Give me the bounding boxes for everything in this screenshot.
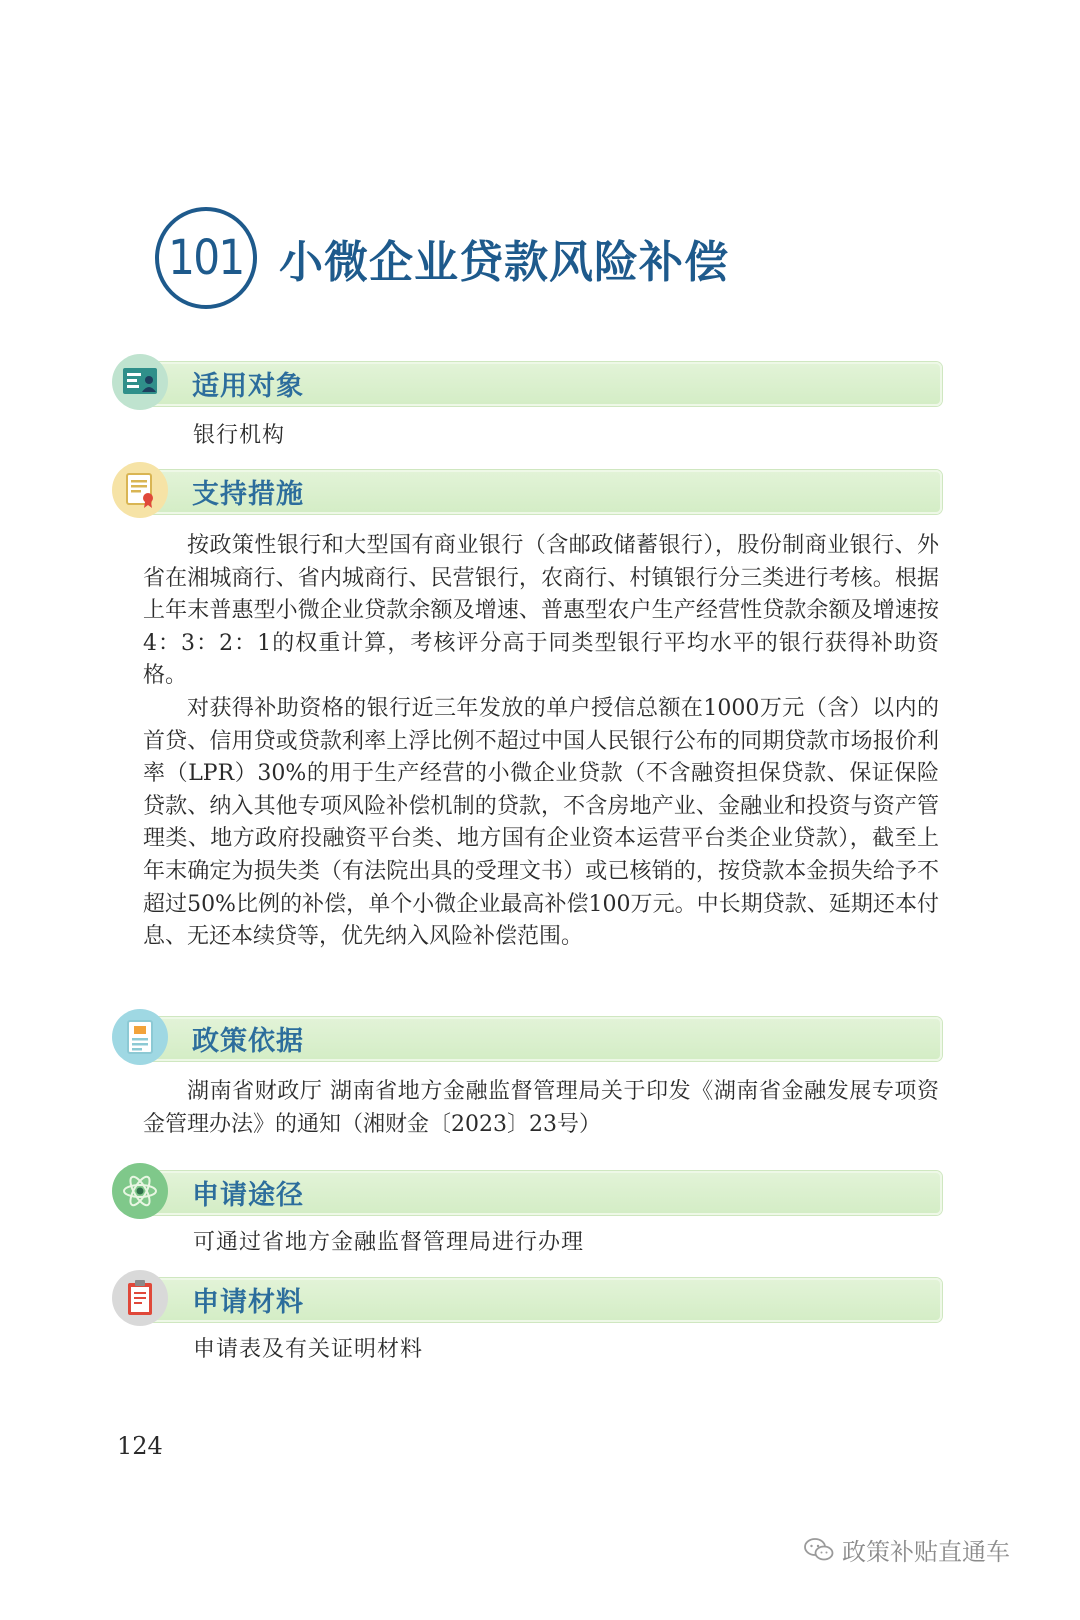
watermark-text: 政策补贴直通车 xyxy=(842,1538,1010,1566)
section-label: 支持措施 xyxy=(192,479,304,510)
section-header-measures xyxy=(112,468,942,514)
section-target xyxy=(112,360,942,406)
section-label: 申请材料 xyxy=(192,1287,304,1318)
certificate-icon xyxy=(112,462,168,518)
watermark xyxy=(804,1532,1010,1567)
document-icon xyxy=(112,1009,168,1065)
section-header-target xyxy=(112,360,942,406)
section-label: 申请途径 xyxy=(192,1180,304,1211)
page-number: 124 xyxy=(117,1432,163,1460)
channel-text: 可通过省地方金融监督管理局进行办理 xyxy=(193,1230,585,1255)
target-text: 银行机构 xyxy=(193,423,286,448)
materials-text: 申请表及有关证明材料 xyxy=(193,1337,424,1362)
atom-icon xyxy=(112,1163,168,1219)
page-header xyxy=(155,205,729,311)
wechat-icon xyxy=(804,1537,834,1563)
measures-paragraph-1: 按政策性银行和大型国有商业银行（含邮政储蓄银行），股份制商业银行、外省在湘城商行、省内城商行、民营银行，农商行、村镇银行分三类进行考核。根据上年末普惠型小微企业贷款余额及增速、普惠型农户生产经营性贷款余额及增速按4：3：2：1的权重计算，考核评分高于同类型银行平均水平的银行获得补助资格。 xyxy=(143,533,939,689)
page-title: 小微企业贷款风险补偿 xyxy=(279,237,729,288)
section-channel xyxy=(112,1169,942,1215)
section-measures xyxy=(112,468,942,514)
item-number-badge xyxy=(155,207,257,309)
basis-text: 湖南省财政厅 湖南省地方金融监督管理局关于印发《湖南省金融发展专项资金管理办法》的通知（湘财金〔2023〕23号） xyxy=(143,1079,939,1137)
section-header-channel xyxy=(112,1169,942,1215)
section-label: 政策依据 xyxy=(192,1026,304,1057)
section-materials xyxy=(112,1276,942,1322)
section-header-basis xyxy=(112,1015,942,1061)
clipboard-icon xyxy=(112,1270,168,1326)
section-basis xyxy=(112,1015,942,1061)
section-header-materials xyxy=(112,1276,942,1322)
section-label: 适用对象 xyxy=(192,371,304,402)
id-card-icon xyxy=(112,354,168,410)
measures-paragraph-2: 对获得补助资格的银行近三年发放的单户授信总额在1000万元（含）以内的首贷、信用贷或贷款利率上浮比例不超过中国人民银行公布的同期贷款市场报价利率（LPR）30%的用于生产经营的小微企业贷款（不含融资担保贷款、保证保险贷款、纳入其他专项风险补偿机制的贷款，不含房地产业、金融业和投资与资产管理类、地方政府投融资平台类、地方国有企业资本运营平台类企业贷款），截至上年末确定为损失类（有法院出具的受理文书）或已核销的，按贷款本金损失给予不超过50%比例的补偿，单个小微企业最高补偿100万元。中长期贷款、延期还本付息、无还本续贷等，优先纳入风险补偿范围。 xyxy=(143,696,939,950)
item-number: 101 xyxy=(168,230,244,286)
